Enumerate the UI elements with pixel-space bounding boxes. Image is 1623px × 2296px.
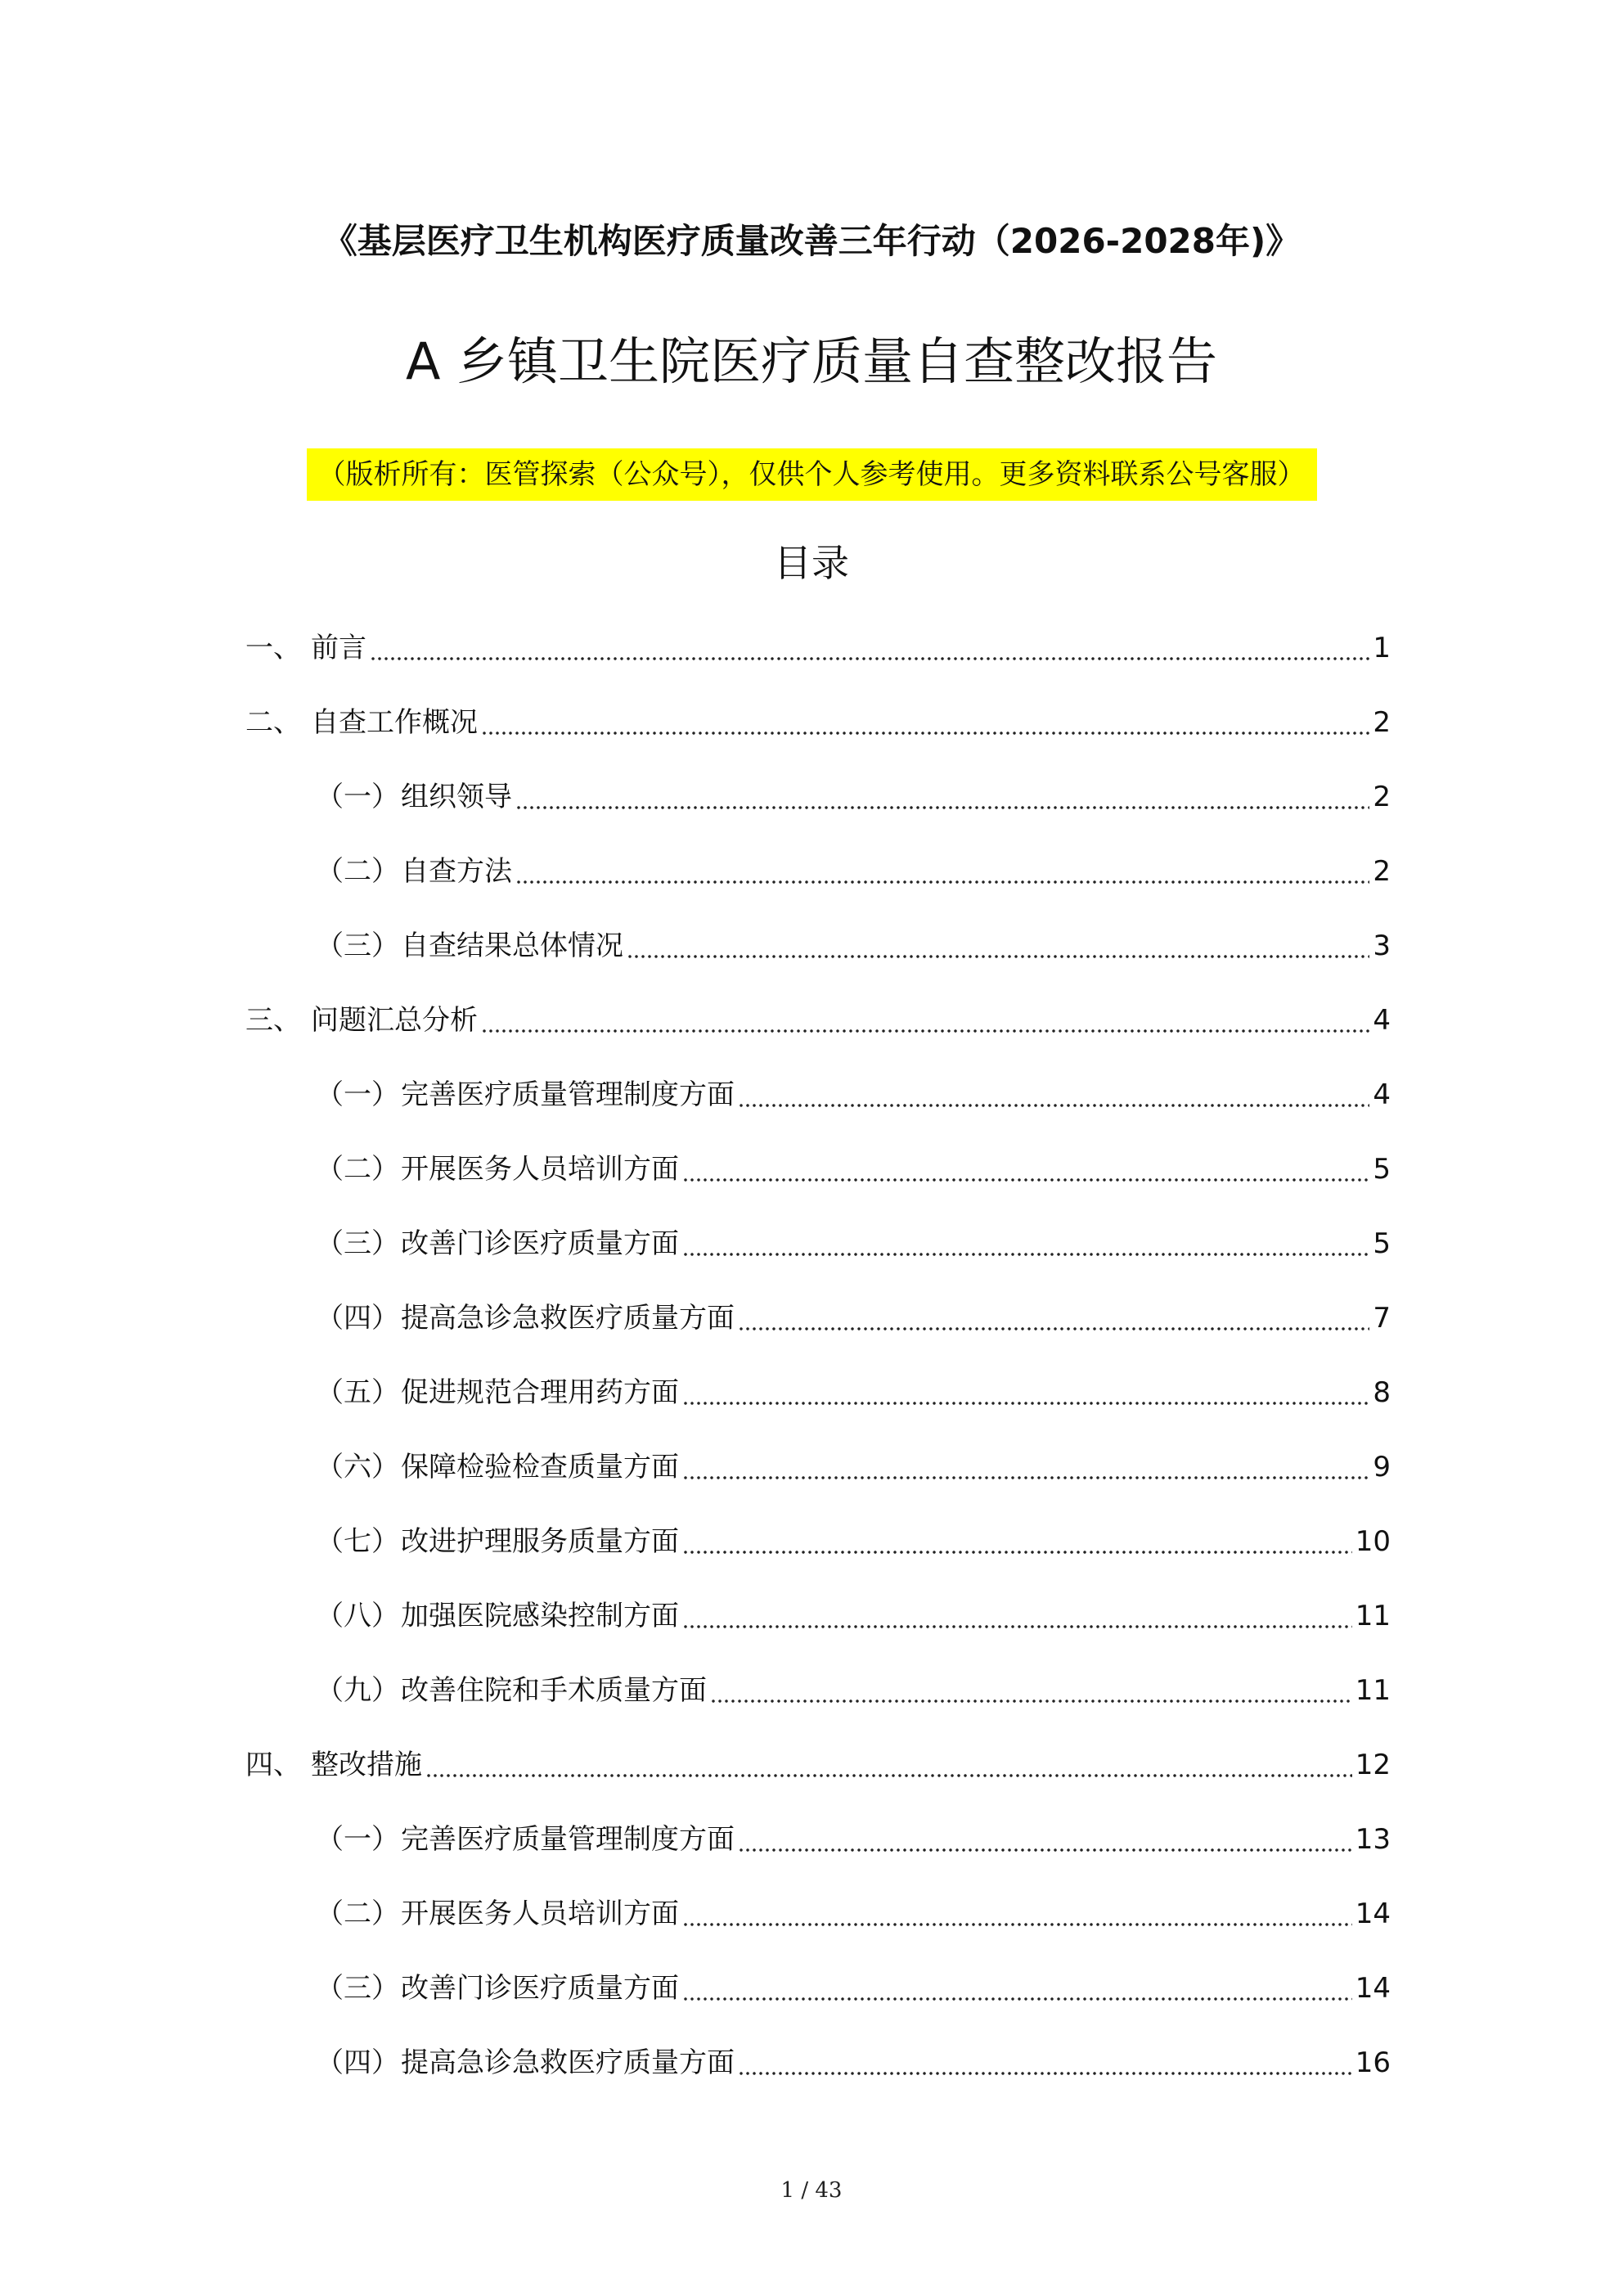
toc-entry-page: 2 <box>1373 706 1391 739</box>
toc-entry[interactable] <box>316 1815 1391 1864</box>
toc-entry[interactable] <box>316 1964 1391 2013</box>
toc-entry-number: （二） <box>316 1898 399 1930</box>
toc-leader-dots <box>682 1465 1369 1480</box>
toc-entry[interactable] <box>316 1443 1391 1492</box>
toc-entry-number: （一） <box>316 1823 399 1856</box>
toc-entry-page: 3 <box>1373 930 1391 962</box>
toc-entry-title: 改善门诊医疗质量方面 <box>401 1972 679 2005</box>
toc-leader-dots <box>425 1763 1352 1778</box>
toc-entry-page: 2 <box>1373 781 1391 813</box>
toc-heading: 目录 <box>774 541 849 585</box>
toc-entry-title: 自查方法 <box>401 855 512 888</box>
toc-entry-title: 保障检验检查质量方面 <box>401 1451 679 1483</box>
toc-entry[interactable] <box>316 1294 1391 1343</box>
toc-entry-number: （四） <box>316 2046 399 2079</box>
toc-entry[interactable] <box>316 1368 1391 1417</box>
toc-entry-number: 四、 <box>245 1749 301 1781</box>
toc-entry[interactable] <box>245 698 1391 747</box>
toc-leader-dots <box>682 1987 1352 2001</box>
toc-entry-page: 5 <box>1373 1153 1391 1186</box>
toc-entry-title: 开展医务人员培训方面 <box>401 1153 679 1186</box>
toc-entry-page: 1 <box>1373 632 1391 664</box>
toc-entry-title: 促进规范合理用药方面 <box>401 1376 679 1409</box>
toc-leader-dots <box>738 1093 1369 1108</box>
toc-leader-dots <box>682 1614 1352 1629</box>
toc-leader-dots <box>738 2061 1352 2076</box>
toc-leader-dots <box>710 1689 1352 1704</box>
toc-entry[interactable] <box>316 1666 1391 1715</box>
toc-entry-number: （六） <box>316 1451 399 1483</box>
series-title: 《基层医疗卫生机构医疗质量改善三年行动（2026-2028年)》 <box>322 221 1301 261</box>
toc-entry-title: 改进护理服务质量方面 <box>401 1525 679 1558</box>
toc-entry-page: 12 <box>1355 1749 1391 1781</box>
toc-entry-title: 自查结果总体情况 <box>401 930 623 962</box>
toc-entry-number: 一、 <box>245 632 301 664</box>
toc-entry-number: （二） <box>316 855 399 888</box>
toc-entry-title: 前言 <box>311 632 366 664</box>
toc-entry-number: （九） <box>316 1674 399 1707</box>
toc-entry-page: 7 <box>1373 1302 1391 1335</box>
table-of-contents <box>0 624 1623 2121</box>
toc-entry-number: （四） <box>316 1302 399 1335</box>
toc-entry-number: （三） <box>316 1227 399 1260</box>
toc-entry[interactable] <box>316 1889 1391 1938</box>
toc-entry[interactable] <box>316 847 1391 896</box>
toc-entry-page: 11 <box>1355 1600 1391 1632</box>
toc-leader-dots <box>481 1019 1369 1033</box>
toc-entry-number: （七） <box>316 1525 399 1558</box>
toc-entry[interactable] <box>316 772 1391 822</box>
toc-leader-dots <box>682 1242 1369 1257</box>
notice-banner <box>0 448 1623 501</box>
toc-entry-title: 改善住院和手术质量方面 <box>401 1674 707 1707</box>
report-title: A 乡镇卫生院医疗质量自查整改报告 <box>405 331 1218 391</box>
toc-entry-title: 完善医疗质量管理制度方面 <box>401 1078 735 1111</box>
toc-entry-number: （一） <box>316 781 399 813</box>
toc-entry[interactable] <box>316 921 1391 970</box>
toc-entry-page: 5 <box>1373 1227 1391 1260</box>
toc-entry-title: 完善医疗质量管理制度方面 <box>401 1823 735 1856</box>
toc-entry[interactable] <box>245 1740 1391 1790</box>
toc-entry-title: 组织领导 <box>401 781 512 813</box>
toc-entry-page: 2 <box>1373 855 1391 888</box>
toc-entry[interactable] <box>316 1517 1391 1566</box>
toc-entry-page: 11 <box>1355 1674 1391 1707</box>
toc-entry-title: 开展医务人员培训方面 <box>401 1898 679 1930</box>
toc-entry-page: 16 <box>1355 2046 1391 2079</box>
toc-entry-page: 10 <box>1355 1525 1391 1558</box>
toc-entry[interactable] <box>316 1591 1391 1641</box>
toc-entry-page: 8 <box>1373 1376 1391 1409</box>
toc-entry-page: 4 <box>1373 1004 1391 1037</box>
toc-entry-title: 自查工作概况 <box>311 706 478 739</box>
toc-leader-dots <box>682 1168 1369 1182</box>
toc-entry-title: 提高急诊急救医疗质量方面 <box>401 2046 735 2079</box>
page-indicator: 1 / 43 <box>780 2178 843 2203</box>
toc-entry-page: 9 <box>1373 1451 1391 1483</box>
toc-entry-page: 4 <box>1373 1078 1391 1111</box>
toc-entry-title: 提高急诊急救医疗质量方面 <box>401 1302 735 1335</box>
toc-leader-dots <box>682 1540 1352 1555</box>
toc-leader-dots <box>738 1838 1352 1853</box>
copyright-notice: （版析所有：医管探索（公众号），仅供个人参考使用。更多资料联系公号客服） <box>307 448 1317 501</box>
toc-entry-title: 改善门诊医疗质量方面 <box>401 1227 679 1260</box>
toc-entry-number: （五） <box>316 1376 399 1409</box>
toc-entry[interactable] <box>245 624 1391 673</box>
toc-entry-number: 三、 <box>245 1004 301 1037</box>
toc-entry-title: 问题汇总分析 <box>311 1004 478 1037</box>
toc-entry-number: （二） <box>316 1153 399 1186</box>
toc-leader-dots <box>370 646 1369 661</box>
toc-leader-dots <box>682 1912 1352 1927</box>
toc-entry[interactable] <box>316 1070 1391 1119</box>
toc-leader-dots <box>481 721 1369 736</box>
toc-leader-dots <box>682 1391 1369 1406</box>
toc-entry-number: （八） <box>316 1600 399 1632</box>
toc-leader-dots <box>515 870 1369 885</box>
toc-entry[interactable] <box>316 1219 1391 1268</box>
toc-entry-number: （三） <box>316 1972 399 2005</box>
toc-entry-number: 二、 <box>245 706 301 739</box>
toc-leader-dots <box>738 1317 1369 1331</box>
toc-leader-dots <box>627 944 1369 959</box>
toc-entry-number: （一） <box>316 1078 399 1111</box>
toc-entry-title: 整改措施 <box>311 1749 422 1781</box>
toc-entry[interactable] <box>245 996 1391 1045</box>
toc-entry[interactable] <box>316 1145 1391 1194</box>
toc-entry-number: （三） <box>316 930 399 962</box>
toc-entry-page: 14 <box>1355 1898 1391 1930</box>
toc-entry-title: 加强医院感染控制方面 <box>401 1600 679 1632</box>
toc-entry[interactable] <box>316 2038 1391 2087</box>
toc-leader-dots <box>515 795 1369 810</box>
toc-entry-page: 13 <box>1355 1823 1391 1856</box>
toc-entry-page: 14 <box>1355 1972 1391 2005</box>
